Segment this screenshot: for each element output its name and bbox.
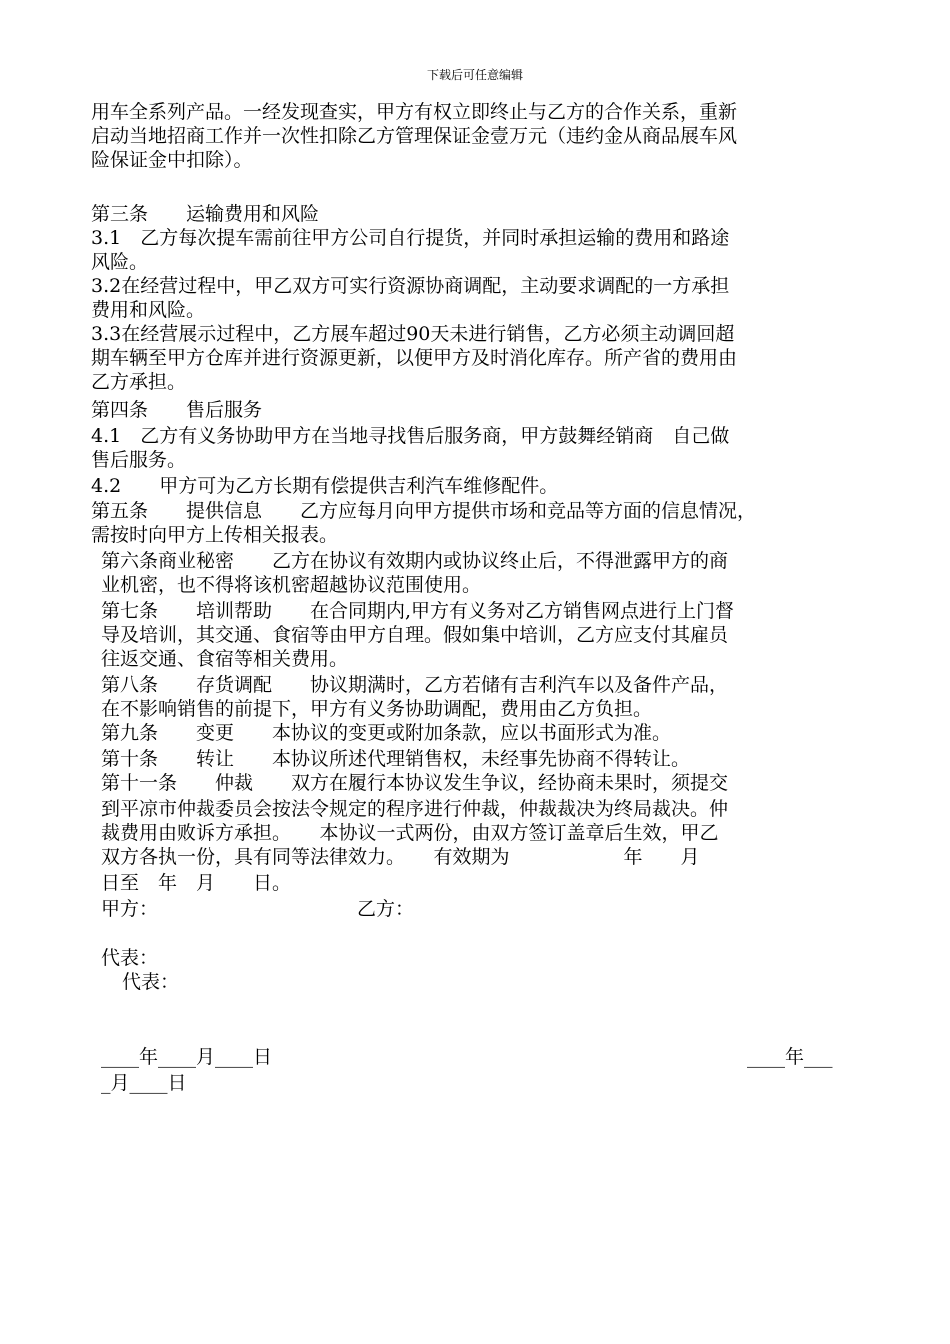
text-line: 险保证金中扣除）。 (91, 149, 253, 171)
party-a-label: 甲方： (101, 898, 159, 920)
representative-a-label: 代表： (101, 947, 159, 969)
article-10: 第十条 转让 本协议所述代理销售权，未经事先协商不得转让。 (101, 748, 691, 770)
text-line: 用车全系列产品。一经发现查实，甲方有权立即终止与乙方的合作关系，重新 (91, 101, 738, 123)
party-b-label: 乙方： (357, 898, 415, 920)
date-a: ____年____月____日 (101, 1046, 273, 1068)
article-11: 第十一条 仲裁 双方在履行本协议发生争议，经协商未果时，须提交 (101, 772, 729, 794)
text-line: 期车辆至甲方仓库并进行资源更新，以便甲方及时消化库存。所产省的费用由 (91, 347, 738, 369)
text-line: 到平凉市仲裁委员会按法令规定的程序进行仲裁，仲裁裁决为终局裁决。仲 (101, 798, 729, 820)
page-header: 下载后可任意编辑 (426, 68, 523, 82)
text-line: 需按时向甲方上传相关报表。 (91, 524, 339, 546)
text-line: 3.1 乙方每次提车需前往甲方公司自行提货，并同时承担运输的费用和路途 (91, 227, 730, 249)
text-line: 乙方承担。 (91, 371, 187, 393)
date-b: ____年___ (747, 1046, 833, 1068)
article-6: 第六条商业秘密 乙方在协议有效期内或协议终止后，不得泄露甲方的商 (101, 550, 729, 572)
text-line: 4.1 乙方有义务协助甲方在当地寻找售后服务商，甲方鼓舞经销商 自己做 (91, 425, 730, 447)
article-4-title: 第四条 售后服务 (91, 399, 263, 421)
text-line: 3.2在经营过程中，甲乙双方可实行资源协商调配，主动要求调配的一方承担 (91, 275, 730, 297)
text-line: 3.3在经营展示过程中，乙方展车超过90天未进行销售，乙方必须主动调回超 (91, 323, 735, 345)
article-7: 第七条 培训帮助 在合同期内,甲方有义务对乙方销售网点进行上门督 (101, 600, 735, 622)
text-line: 导及培训，其交通、食宿等由甲方自理。假如集中培训，乙方应支付其雇员 (101, 624, 729, 646)
article-5: 第五条 提供信息 乙方应每月向甲方提供市场和竞品等方面的信息情况， (91, 500, 757, 522)
text-line: 业机密，也不得将该机密超越协议范围使用。 (101, 574, 482, 596)
text-line: 在不影响销售的前提下，甲方有义务协助调配，费用由乙方负担。 (101, 698, 653, 720)
text-line: 售后服务。 (91, 449, 187, 471)
text-line: 裁费用由败诉方承担。 本协议一式两份，由双方签订盖章后生效，甲乙 (101, 822, 719, 844)
text-line: 4.2 甲方可为乙方长期有偿提供吉利汽车维修配件。 (91, 475, 559, 497)
date-b-continued: _月____日 (101, 1072, 187, 1094)
article-8: 第八条 存货调配 协议期满时，乙方若储有吉利汽车以及备件产品， (101, 674, 729, 696)
text-line: 往返交通、食宿等相关费用。 (101, 648, 349, 670)
text-line: 启动当地招商工作并一次性扣除乙方管理保证金壹万元（违约金从商品展车风 (91, 125, 738, 147)
text-line: 费用和风险。 (91, 299, 206, 321)
text-line: 日至 年 月 日。 (101, 872, 292, 894)
representative-b-label: 代表： (122, 971, 180, 993)
article-9: 第九条 变更 本协议的变更或附加条款，应以书面形式为准。 (101, 722, 672, 744)
text-line: 风险。 (91, 251, 149, 273)
article-3-title: 第三条 运输费用和风险 (91, 203, 320, 225)
text-line: 双方各执一份，具有同等法律效力。 有效期为 年 月 (101, 846, 700, 868)
